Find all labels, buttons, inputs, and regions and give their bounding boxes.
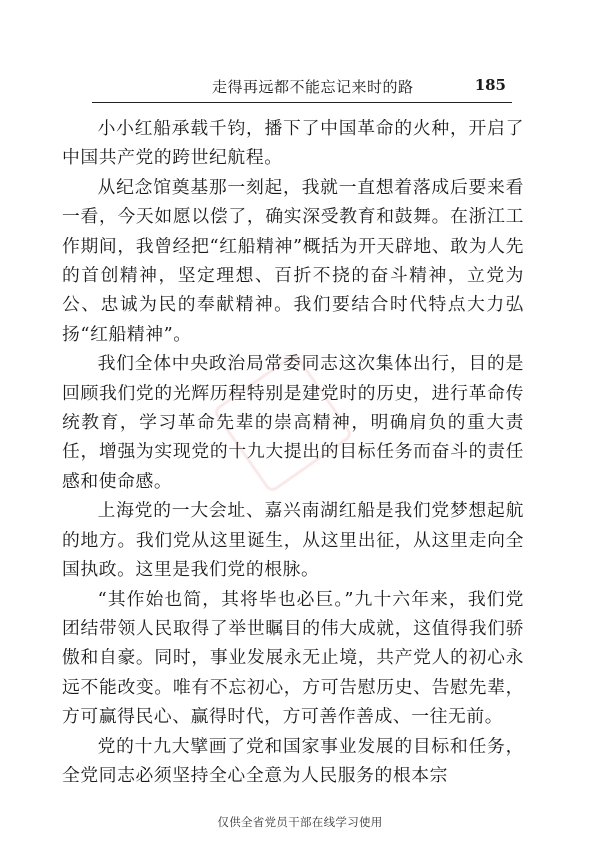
running-header — [92, 74, 512, 103]
paragraph: “其作始也简，其将毕也必巨。”九十六年来，我们党团结带领人民取得了举世瞩目的伟大成就，这值得我们骄傲和自豪。同时，事业发展永无止境，共产党人的初心永远不能改变。唯有不忘初心，方可告慰历史、告慰先辈，方可赢得民心、赢得时代，方可善作善成、一往无前。 — [62, 588, 524, 728]
running-title: 走得再远都不能忘记来时的路 — [212, 78, 414, 96]
footer-note: 仅供全省党员干部在线学习使用 — [217, 815, 383, 829]
paragraph: 我们全体中央政治局常委同志这次集体出行，目的是回顾我们党的光辉历程特别是建党时的历史，进行革命传统教育，学习革命先辈的崇高精神，明确肩负的重大责任，增强为实现党的十九大提出的目标任务而奋斗的责任感和使命感。 — [62, 353, 524, 492]
paragraph: 上海党的一大会址、嘉兴南湖红船是我们党梦想起航的地方。我们党从这里诞生，从这里出征，从这里走向全国执政。这里是我们党的根脉。 — [62, 500, 524, 581]
page-number: 185 — [474, 76, 506, 94]
paragraph: 小小红船承载千钧，播下了中国革命的火种，开启了中国共产党的跨世纪航程。 — [62, 118, 524, 169]
paragraph: 党的十九大擘画了党和国家事业发展的目标和任务，全党同志必须坚持全心全意为人民服务的根本宗 — [62, 735, 524, 786]
body-text — [62, 114, 524, 790]
paragraph: 从纪念馆奠基那一刻起，我就一直想着落成后要来看一看，今天如愿以偿了，确实深受教育和鼓舞。在浙江工作期间，我曾经把“红船精神”概括为开天辟地、敢为人先的首创精神，坚定理想、百折不挠的奋斗精神，立党为公、忠诚为民的奉献精神。我们要结合时代特点大力弘扬“红船精神”。 — [62, 176, 524, 345]
